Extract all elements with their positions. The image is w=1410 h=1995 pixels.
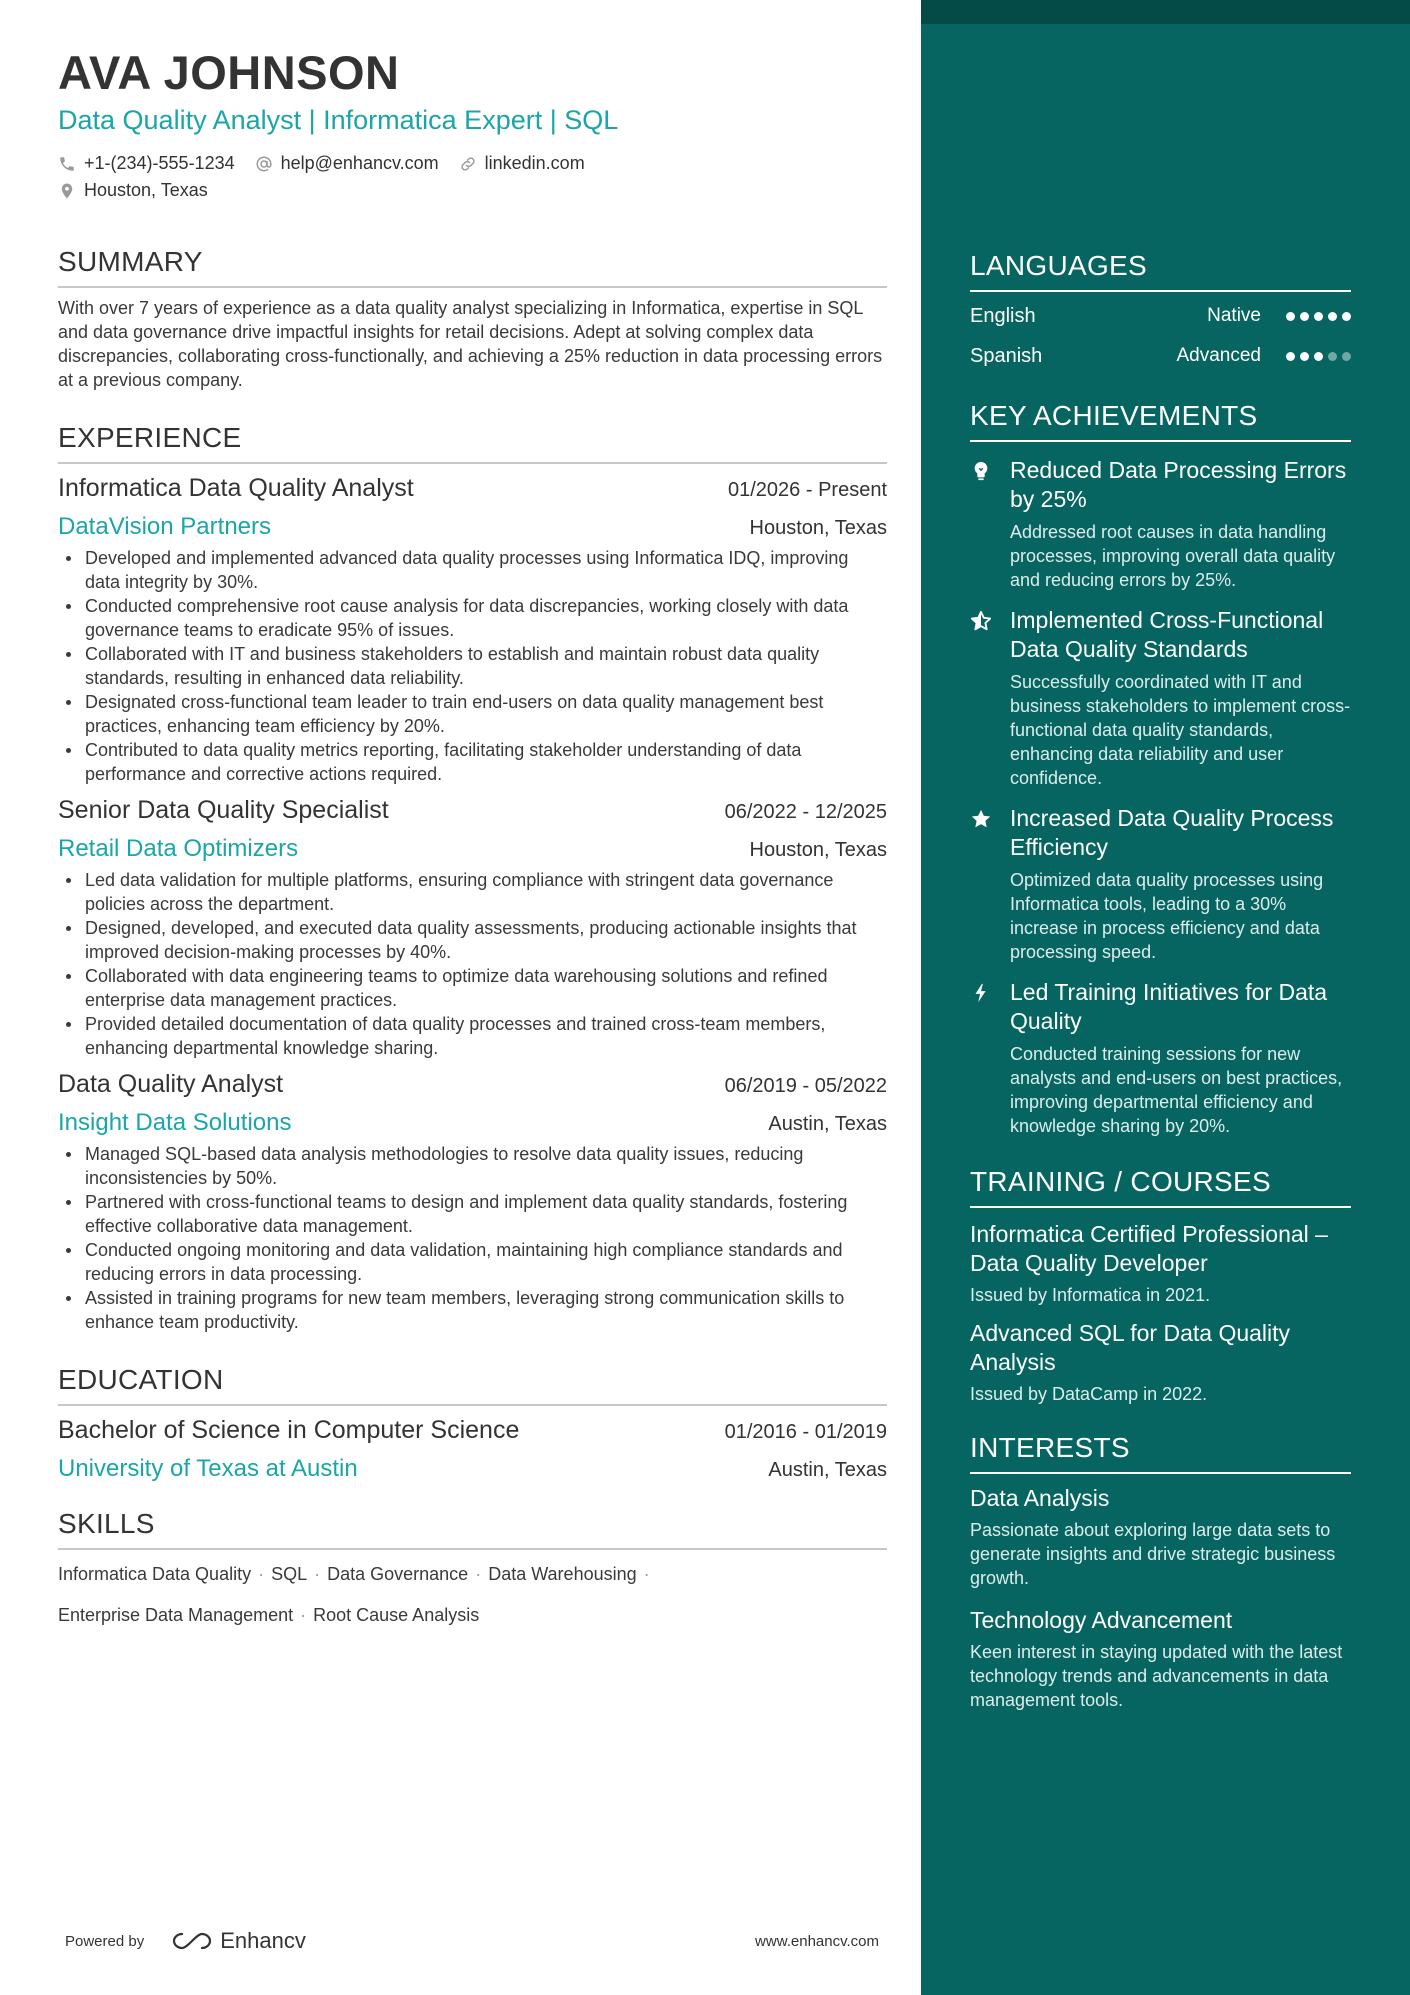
star-icon	[970, 808, 992, 830]
interest-desc: Passionate about exploring large data sets to generate insights and drive strategic business growth.	[970, 1520, 1336, 1588]
job-location: Austin, Texas	[768, 1113, 887, 1135]
summary-text: With over 7 years of experience as a data quality analyst specializing in Informatica, expertise in SQL and data governance drive impactful insights for retail decisions. Adept at solving complex data discrepancies, collaborating cross-functionally, and achieving a 25% reduction in data processing errors at a previous company.	[58, 298, 883, 390]
achievement-title: Increased Data Quality Process Efficiency	[1010, 805, 1334, 860]
training-heading: TRAINING / COURSES	[970, 1164, 1351, 1208]
lightbulb-icon	[970, 460, 992, 482]
education-location: Austin, Texas	[768, 1459, 887, 1481]
bullet-item: Collaborated with data engineering teams to optimize data warehousing solutions and refined enterprise data management practices.	[58, 964, 887, 1012]
achievement-desc: Successfully coordinated with IT and business stakeholders to implement cross-functional data quality standards, enhancing data reliability and user confidence.	[1010, 672, 1351, 788]
language-row	[970, 336, 1351, 376]
rating-dot	[1300, 312, 1309, 321]
degree: Bachelor of Science in Computer Science	[58, 1416, 520, 1444]
bullet-item: Provided detailed documentation of data quality processes and trained cross-team members, enhancing departmental knowledge sharing.	[58, 1012, 887, 1060]
language-level: Advanced	[1176, 345, 1261, 366]
rating-dot	[1328, 352, 1337, 361]
skill-item: Enterprise Data Management	[58, 1605, 294, 1625]
job-title: Informatica Data Quality Analyst	[58, 474, 414, 502]
headline: Data Quality Analyst | Informatica Expert | SQL	[58, 105, 619, 135]
bullet-item: Collaborated with IT and business stakeholders to establish and maintain robust data quality standards, resulting in enhanced data reliability.	[58, 642, 887, 690]
achievement-desc: Optimized data quality processes using Informatica tools, leading to a 30% increase in process efficiency and data processing speed.	[1010, 870, 1324, 962]
job-dates: 06/2019 - 05/2022	[724, 1075, 887, 1097]
language-rating	[1281, 312, 1351, 321]
at-icon	[255, 155, 273, 173]
rating-dot	[1328, 312, 1337, 321]
experience-entry	[58, 472, 887, 786]
contact-info	[58, 150, 887, 204]
bullet-item: Conducted comprehensive root cause analysis for data discrepancies, working closely with data governance teams to eradicate 95% of issues.	[58, 594, 887, 642]
course-desc: Issued by DataCamp in 2022.	[970, 1384, 1208, 1404]
bullet-item: Contributed to data quality metrics reporting, facilitating stakeholder understanding of data performance and corrective actions required.	[58, 738, 887, 786]
achievement-desc: Addressed root causes in data handling processes, improving overall data quality and reducing errors by 25%.	[1010, 522, 1336, 590]
powered-by-label: Powered by	[65, 1932, 145, 1950]
school-name: University of Texas at Austin	[58, 1455, 358, 1482]
interest-item	[970, 1606, 1351, 1712]
course-item	[970, 1319, 1351, 1406]
achievements-heading: KEY ACHIEVEMENTS	[970, 398, 1351, 442]
achievement-item	[970, 606, 1351, 790]
sidebar	[970, 248, 1351, 1712]
skill-item: Root Cause Analysis	[313, 1605, 480, 1625]
candidate-name: AVA JOHNSON	[58, 46, 400, 99]
achievement-desc: Conducted training sessions for new analysts and end-users on best practices, improving departmental efficiency and knowledge sharing by 20%.	[1010, 1044, 1343, 1136]
experience-entry	[58, 1068, 887, 1334]
bullet-item: Developed and implemented advanced data quality processes using Informatica IDQ, improving data integrity by 30%.	[58, 546, 887, 594]
bullet-item: Conducted ongoing monitoring and data validation, maintaining high compliance standards and reducing errors in data processing.	[58, 1238, 887, 1286]
rating-dot	[1342, 352, 1351, 361]
interest-desc: Keen interest in staying updated with the latest technology trends and advancements in data management tools.	[970, 1642, 1343, 1710]
job-location: Houston, Texas	[749, 839, 887, 861]
language-rating	[1281, 352, 1351, 361]
skills-heading: SKILLS	[58, 1506, 887, 1550]
infinity-icon	[170, 1930, 214, 1952]
education-entry	[58, 1414, 887, 1484]
language-name: English	[970, 304, 1036, 327]
linkedin-text: linkedin.com	[484, 153, 585, 173]
achievement-item	[970, 456, 1351, 592]
rating-dot	[1314, 352, 1323, 361]
sidebar-top-band	[921, 0, 1410, 24]
company-name: DataVision Partners	[58, 513, 271, 540]
interests-heading: INTERESTS	[970, 1430, 1351, 1474]
skills-line: Informatica Data Quality · SQL · Data Governance · Data Warehousing ·	[58, 1564, 650, 1584]
rating-dot	[1286, 312, 1295, 321]
skill-item: Data Warehousing	[488, 1564, 637, 1584]
job-title: Data Quality Analyst	[58, 1070, 284, 1098]
link-icon	[459, 155, 477, 173]
company-name: Retail Data Optimizers	[58, 835, 299, 862]
job-bullets	[58, 546, 887, 786]
rating-dot	[1342, 312, 1351, 321]
skills-line: Enterprise Data Management · Root Cause Analysis	[58, 1605, 480, 1625]
bullet-item: Managed SQL-based data analysis methodologies to resolve data quality issues, reducing inconsistencies by 50%.	[58, 1142, 887, 1190]
linkedin-contact[interactable]	[459, 153, 585, 174]
course-name: Informatica Certified Professional – Data Quality Developer	[970, 1221, 1328, 1276]
job-bullets	[58, 1142, 887, 1334]
enhancv-logo[interactable]	[170, 1928, 306, 1954]
education-dates: 01/2016 - 01/2019	[724, 1421, 887, 1443]
skill-item: Data Governance	[327, 1564, 469, 1584]
experience-entry	[58, 794, 887, 1060]
job-dates: 06/2022 - 12/2025	[724, 801, 887, 823]
course-item	[970, 1220, 1351, 1307]
interest-name: Data Analysis	[970, 1485, 1110, 1511]
language-row	[970, 296, 1351, 336]
languages-heading: LANGUAGES	[970, 248, 1351, 292]
rating-dot	[1314, 312, 1323, 321]
location-pin-icon	[58, 182, 76, 200]
location-text: Houston, Texas	[84, 180, 208, 200]
bullet-item: Led data validation for multiple platforms, ensuring compliance with stringent data governance policies across the department.	[58, 868, 887, 916]
job-location: Houston, Texas	[749, 517, 887, 539]
job-bullets	[58, 868, 887, 1060]
experience-heading: EXPERIENCE	[58, 420, 887, 464]
footer	[65, 1928, 879, 1954]
brand-name: Enhancv	[220, 1928, 306, 1953]
phone-contact[interactable]	[58, 153, 235, 174]
lightning-icon	[970, 982, 992, 1004]
course-desc: Issued by Informatica in 2021.	[970, 1285, 1211, 1305]
language-name: Spanish	[970, 344, 1043, 367]
achievement-item	[970, 804, 1351, 964]
interest-name: Technology Advancement	[970, 1607, 1233, 1633]
bullet-item: Assisted in training programs for new team members, leveraging strong communication skills to enhance team productivity.	[58, 1286, 887, 1334]
footer-url[interactable]: www.enhancv.com	[755, 1932, 879, 1950]
bullet-item: Designated cross-functional team leader to train end-users on data quality management best practices, enhancing team efficiency by 20%.	[58, 690, 887, 738]
email-contact[interactable]	[255, 153, 439, 174]
interest-item	[970, 1484, 1351, 1590]
job-dates: 01/2026 - Present	[728, 479, 887, 501]
skill-item: SQL	[271, 1564, 308, 1584]
job-title: Senior Data Quality Specialist	[58, 796, 389, 824]
email-text: help@enhancv.com	[280, 153, 439, 173]
rating-dot	[1286, 352, 1295, 361]
phone-text: +1-(234)-555-1234	[84, 153, 235, 173]
achievement-item	[970, 978, 1351, 1138]
phone-icon	[58, 155, 76, 173]
achievement-title: Reduced Data Processing Errors by 25%	[1010, 457, 1347, 512]
location-contact	[58, 180, 208, 201]
main-column	[58, 44, 887, 1627]
education-heading: EDUCATION	[58, 1362, 887, 1406]
rating-dot	[1300, 352, 1309, 361]
summary-heading: SUMMARY	[58, 244, 887, 288]
achievement-title: Led Training Initiatives for Data Quality	[1010, 979, 1328, 1034]
course-name: Advanced SQL for Data Quality Analysis	[970, 1320, 1291, 1375]
bullet-item: Partnered with cross-functional teams to design and implement data quality standards, fostering effective collaborative data management.	[58, 1190, 887, 1238]
skill-item: Informatica Data Quality	[58, 1564, 252, 1584]
company-name: Insight Data Solutions	[58, 1109, 292, 1136]
language-level: Native	[1207, 305, 1261, 326]
bullet-item: Designed, developed, and executed data quality assessments, producing actionable insights that improved decision-making processes by 40%.	[58, 916, 887, 964]
star-half-icon	[970, 610, 992, 632]
achievement-title: Implemented Cross-Functional Data Quality Standards	[1010, 607, 1324, 662]
